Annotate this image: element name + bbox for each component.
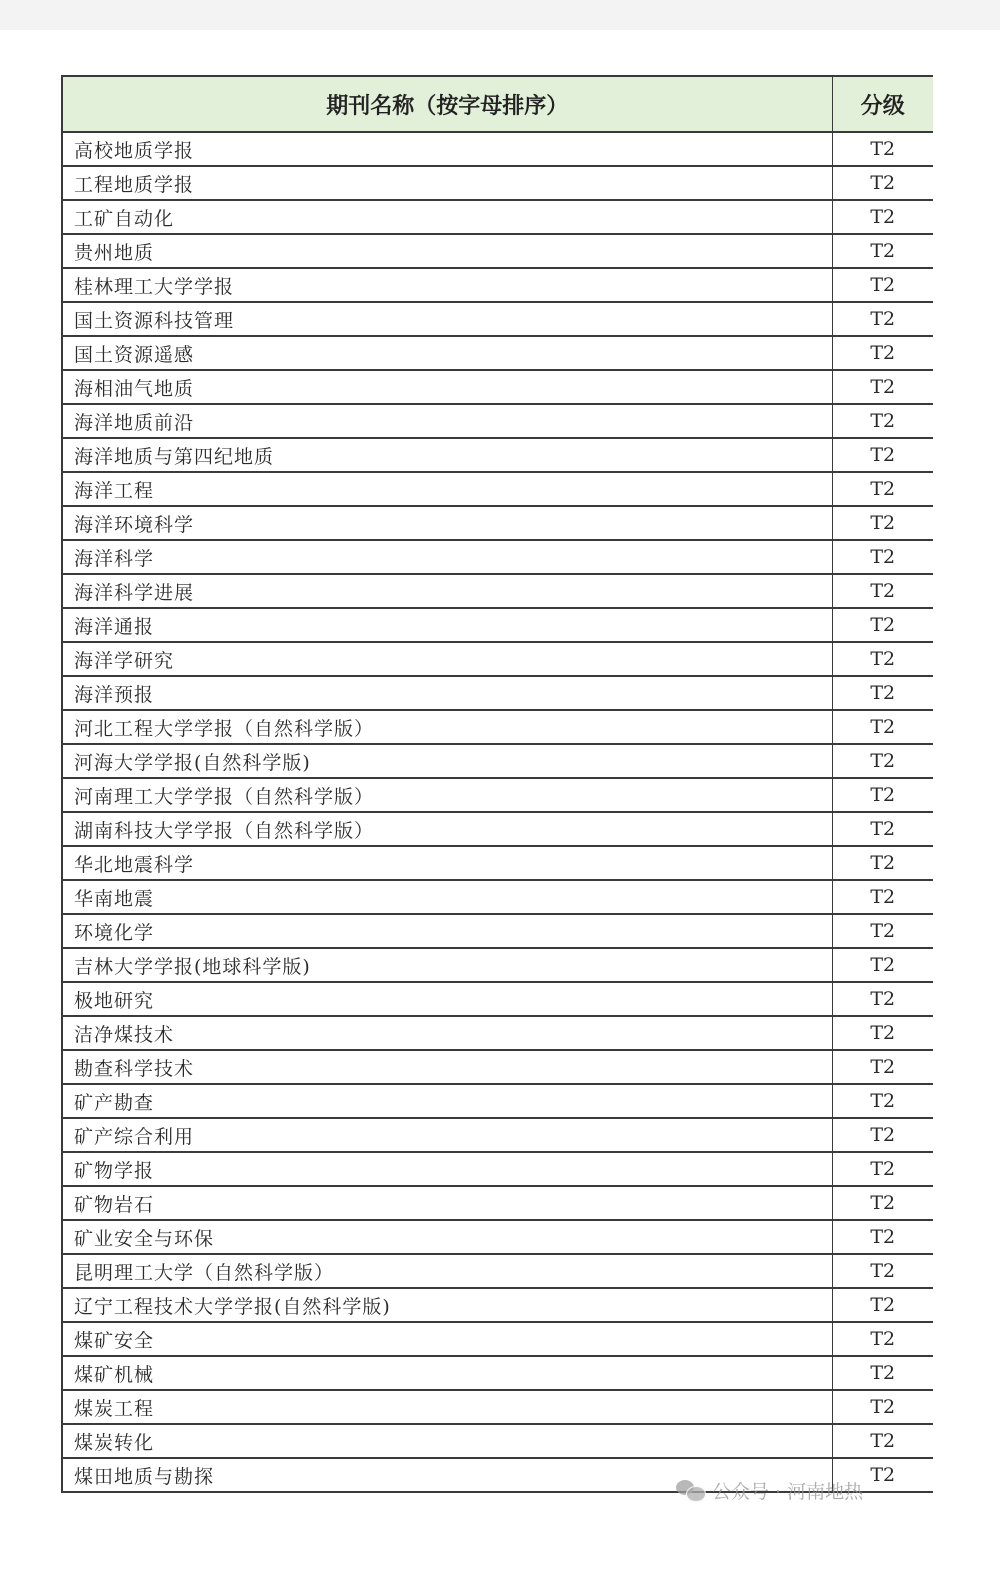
grade-cell: T2: [832, 234, 933, 268]
watermark-text: 公众号 · 河南地热: [712, 1480, 864, 1503]
table-row: [62, 1084, 933, 1118]
table-row: [62, 812, 933, 846]
table-row: [62, 1152, 933, 1186]
grade-cell: T2: [832, 404, 933, 438]
journal-table: [61, 75, 933, 1493]
journal-name-cell: 河北工程大学学报（自然科学版）: [62, 710, 832, 744]
grade-cell: T2: [832, 1288, 933, 1322]
grade-cell: T2: [832, 948, 933, 982]
journal-name-cell: 海洋环境科学: [62, 506, 832, 540]
journal-name-cell: 煤炭工程: [62, 1390, 832, 1424]
grade-cell: T2: [832, 982, 933, 1016]
grade-cell: T2: [832, 1152, 933, 1186]
journal-name-cell: 辽宁工程技术大学学报(自然科学版): [62, 1288, 832, 1322]
table-row: [62, 948, 933, 982]
table-row: [62, 846, 933, 880]
table-row: [62, 642, 933, 676]
journal-name-cell: 湖南科技大学学报（自然科学版）: [62, 812, 832, 846]
table-row: [62, 336, 933, 370]
table-body: [62, 132, 933, 1492]
table-row: [62, 1016, 933, 1050]
table-row: [62, 1390, 933, 1424]
table-row: [62, 1220, 933, 1254]
journal-name-cell: 海洋预报: [62, 676, 832, 710]
table-row: [62, 1050, 933, 1084]
grade-cell: T2: [832, 710, 933, 744]
grade-cell: T2: [832, 302, 933, 336]
grade-cell: T2: [832, 472, 933, 506]
grade-cell: T2: [832, 1220, 933, 1254]
grade-cell: T2: [832, 574, 933, 608]
journal-name-cell: 工程地质学报: [62, 166, 832, 200]
grade-cell: T2: [832, 370, 933, 404]
journal-name-cell: 吉林大学学报(地球科学版): [62, 948, 832, 982]
journal-name-cell: 海洋工程: [62, 472, 832, 506]
grade-cell: T2: [832, 914, 933, 948]
journal-name-cell: 煤田地质与勘探: [62, 1458, 832, 1492]
table-row: [62, 608, 933, 642]
grade-cell: T2: [832, 1084, 933, 1118]
grade-cell: T2: [832, 676, 933, 710]
grade-cell: T2: [832, 744, 933, 778]
journal-name-cell: 国土资源遥感: [62, 336, 832, 370]
journal-name-cell: 海洋地质与第四纪地质: [62, 438, 832, 472]
wechat-icon: [676, 1478, 706, 1502]
grade-cell: T2: [832, 1390, 933, 1424]
table-row: [62, 1254, 933, 1288]
top-strip: [0, 0, 1000, 30]
table-row: [62, 914, 933, 948]
journal-name-cell: 工矿自动化: [62, 200, 832, 234]
grade-cell: T2: [832, 1356, 933, 1390]
journal-name-cell: 昆明理工大学（自然科学版）: [62, 1254, 832, 1288]
grade-cell: T2: [832, 812, 933, 846]
table-row: [62, 1186, 933, 1220]
journal-name-cell: 海洋科学进展: [62, 574, 832, 608]
table-row: [62, 302, 933, 336]
journal-name-cell: 河海大学学报(自然科学版): [62, 744, 832, 778]
table-row: [62, 1118, 933, 1152]
grade-cell: T2: [832, 778, 933, 812]
grade-cell: T2: [832, 268, 933, 302]
grade-cell: T2: [832, 1424, 933, 1458]
table-row: [62, 472, 933, 506]
table-row: [62, 234, 933, 268]
grade-cell: T2: [832, 1050, 933, 1084]
table-row: [62, 200, 933, 234]
grade-cell: T2: [832, 642, 933, 676]
table-row: [62, 1288, 933, 1322]
table-row: [62, 370, 933, 404]
grade-cell: T2: [832, 506, 933, 540]
journal-name-cell: 海洋通报: [62, 608, 832, 642]
journal-name-cell: 矿物岩石: [62, 1186, 832, 1220]
table-row: [62, 404, 933, 438]
table-row: [62, 166, 933, 200]
journal-name-cell: 桂林理工大学学报: [62, 268, 832, 302]
table-row: [62, 676, 933, 710]
grade-cell: T2: [832, 1458, 933, 1492]
grade-cell: T2: [832, 166, 933, 200]
journal-name-cell: 矿产勘查: [62, 1084, 832, 1118]
journal-name-cell: 煤矿机械: [62, 1356, 832, 1390]
table-row: [62, 880, 933, 914]
table-row: [62, 540, 933, 574]
journal-name-cell: 海相油气地质: [62, 370, 832, 404]
journal-name-cell: 矿物学报: [62, 1152, 832, 1186]
grade-cell: T2: [832, 1322, 933, 1356]
journal-name-cell: 海洋科学: [62, 540, 832, 574]
grade-cell: T2: [832, 846, 933, 880]
grade-cell: T2: [832, 1254, 933, 1288]
watermark: [676, 1476, 863, 1504]
journal-name-cell: 华南地震: [62, 880, 832, 914]
table-row: [62, 744, 933, 778]
grade-cell: T2: [832, 880, 933, 914]
journal-name-cell: 勘查科学技术: [62, 1050, 832, 1084]
header-grade: 分级: [832, 76, 933, 132]
table-row: [62, 1356, 933, 1390]
journal-name-cell: 极地研究: [62, 982, 832, 1016]
grade-cell: T2: [832, 1118, 933, 1152]
header-journal-name: 期刊名称（按字母排序）: [62, 76, 832, 132]
grade-cell: T2: [832, 1186, 933, 1220]
table-row: [62, 506, 933, 540]
journal-name-cell: 矿产综合利用: [62, 1118, 832, 1152]
table-row: [62, 268, 933, 302]
grade-cell: T2: [832, 336, 933, 370]
table-row: [62, 710, 933, 744]
journal-name-cell: 洁净煤技术: [62, 1016, 832, 1050]
journal-name-cell: 环境化学: [62, 914, 832, 948]
journal-name-cell: 贵州地质: [62, 234, 832, 268]
grade-cell: T2: [832, 1016, 933, 1050]
journal-name-cell: 海洋学研究: [62, 642, 832, 676]
table-header-row: [62, 76, 933, 132]
table-row: [62, 438, 933, 472]
journal-name-cell: 矿业安全与环保: [62, 1220, 832, 1254]
journal-name-cell: 国土资源科技管理: [62, 302, 832, 336]
table-row: [62, 1424, 933, 1458]
journal-name-cell: 海洋地质前沿: [62, 404, 832, 438]
grade-cell: T2: [832, 608, 933, 642]
table-row: [62, 132, 933, 166]
journal-name-cell: 高校地质学报: [62, 132, 832, 166]
table-row: [62, 778, 933, 812]
grade-cell: T2: [832, 540, 933, 574]
grade-cell: T2: [832, 200, 933, 234]
table-row: [62, 1322, 933, 1356]
grade-cell: T2: [832, 438, 933, 472]
grade-cell: T2: [832, 132, 933, 166]
table-row: [62, 574, 933, 608]
table-row: [62, 982, 933, 1016]
journal-name-cell: 煤矿安全: [62, 1322, 832, 1356]
journal-name-cell: 煤炭转化: [62, 1424, 832, 1458]
journal-name-cell: 河南理工大学学报（自然科学版）: [62, 778, 832, 812]
journal-name-cell: 华北地震科学: [62, 846, 832, 880]
